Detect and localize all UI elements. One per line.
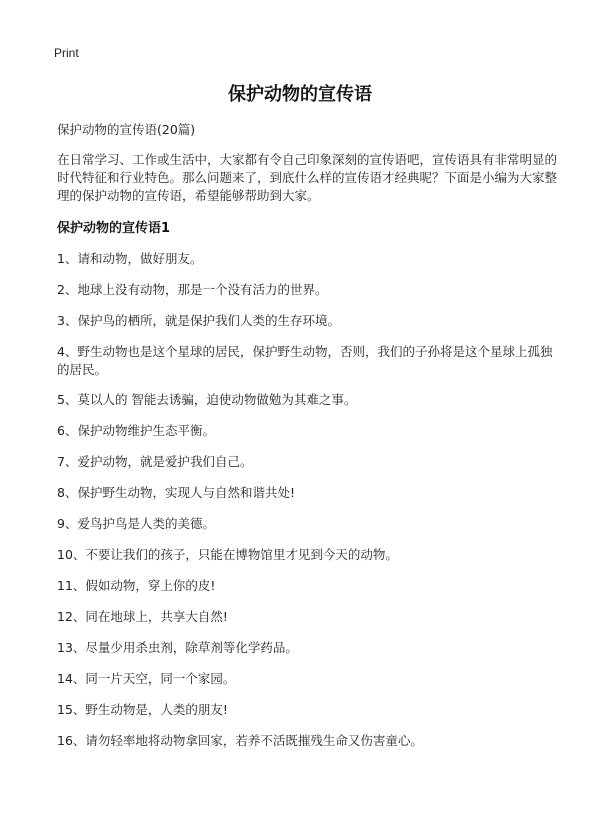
page-title: 保护动物的宣传语 (228, 84, 372, 105)
print-link[interactable]: Print (54, 46, 79, 60)
intro-paragraph: 在日常学习、工作或生活中，大家都有令自己印象深刻的宣传语吧，宣传语具有非常明显的时代特征和行业特色。那么问题来了，到底什么样的宣传语才经典呢？下面是小编为大家整理的保护动物的宣传语，希望能够帮助到大家。 (57, 152, 558, 203)
list-item: 3、保护鸟的栖所，就是保护我们人类的生存环境。 (57, 313, 340, 328)
list-item: 6、保护动物维护生态平衡。 (57, 423, 215, 438)
list-item: 8、保护野生动物，实现人与自然和谐共处! (57, 485, 295, 500)
list-item: 4、野生动物也是这个星球的居民，保护野生动物，否则，我们的子孙将是这个星球上孤独的居民。 (57, 344, 553, 377)
list-item: 9、爱鸟护鸟是人类的美德。 (57, 516, 215, 531)
list-item: 5、莫以人的 智能去诱骗，迫使动物做勉为其难之事。 (57, 392, 357, 407)
list-item: 14、同一片天空，同一个家园。 (57, 671, 236, 686)
list-item: 7、爱护动物，就是爱护我们自己。 (57, 454, 253, 469)
list-item: 10、不要让我们的孩子，只能在博物馆里才见到今天的动物。 (57, 547, 398, 562)
list-item: 11、假如动物，穿上你的皮! (57, 578, 216, 593)
list-item: 15、野生动物是，人类的朋友! (57, 702, 228, 717)
slogan-list (57, 250, 557, 763)
list-item: 1、请和动物，做好朋友。 (57, 251, 203, 266)
document-subtitle: 保护动物的宣传语(20篇) (57, 122, 196, 137)
list-item: 2、地球上没有动物，那是一个没有活力的世界。 (57, 282, 328, 297)
list-item: 13、尽量少用杀虫剂，除草剂等化学药品。 (57, 640, 298, 655)
list-item: 16、请勿轻率地将动物拿回家，若养不活既摧残生命又伤害童心。 (57, 733, 423, 748)
list-item: 12、同在地球上，共享大自然! (57, 609, 228, 624)
section-heading: 保护动物的宣传语1 (57, 221, 171, 236)
